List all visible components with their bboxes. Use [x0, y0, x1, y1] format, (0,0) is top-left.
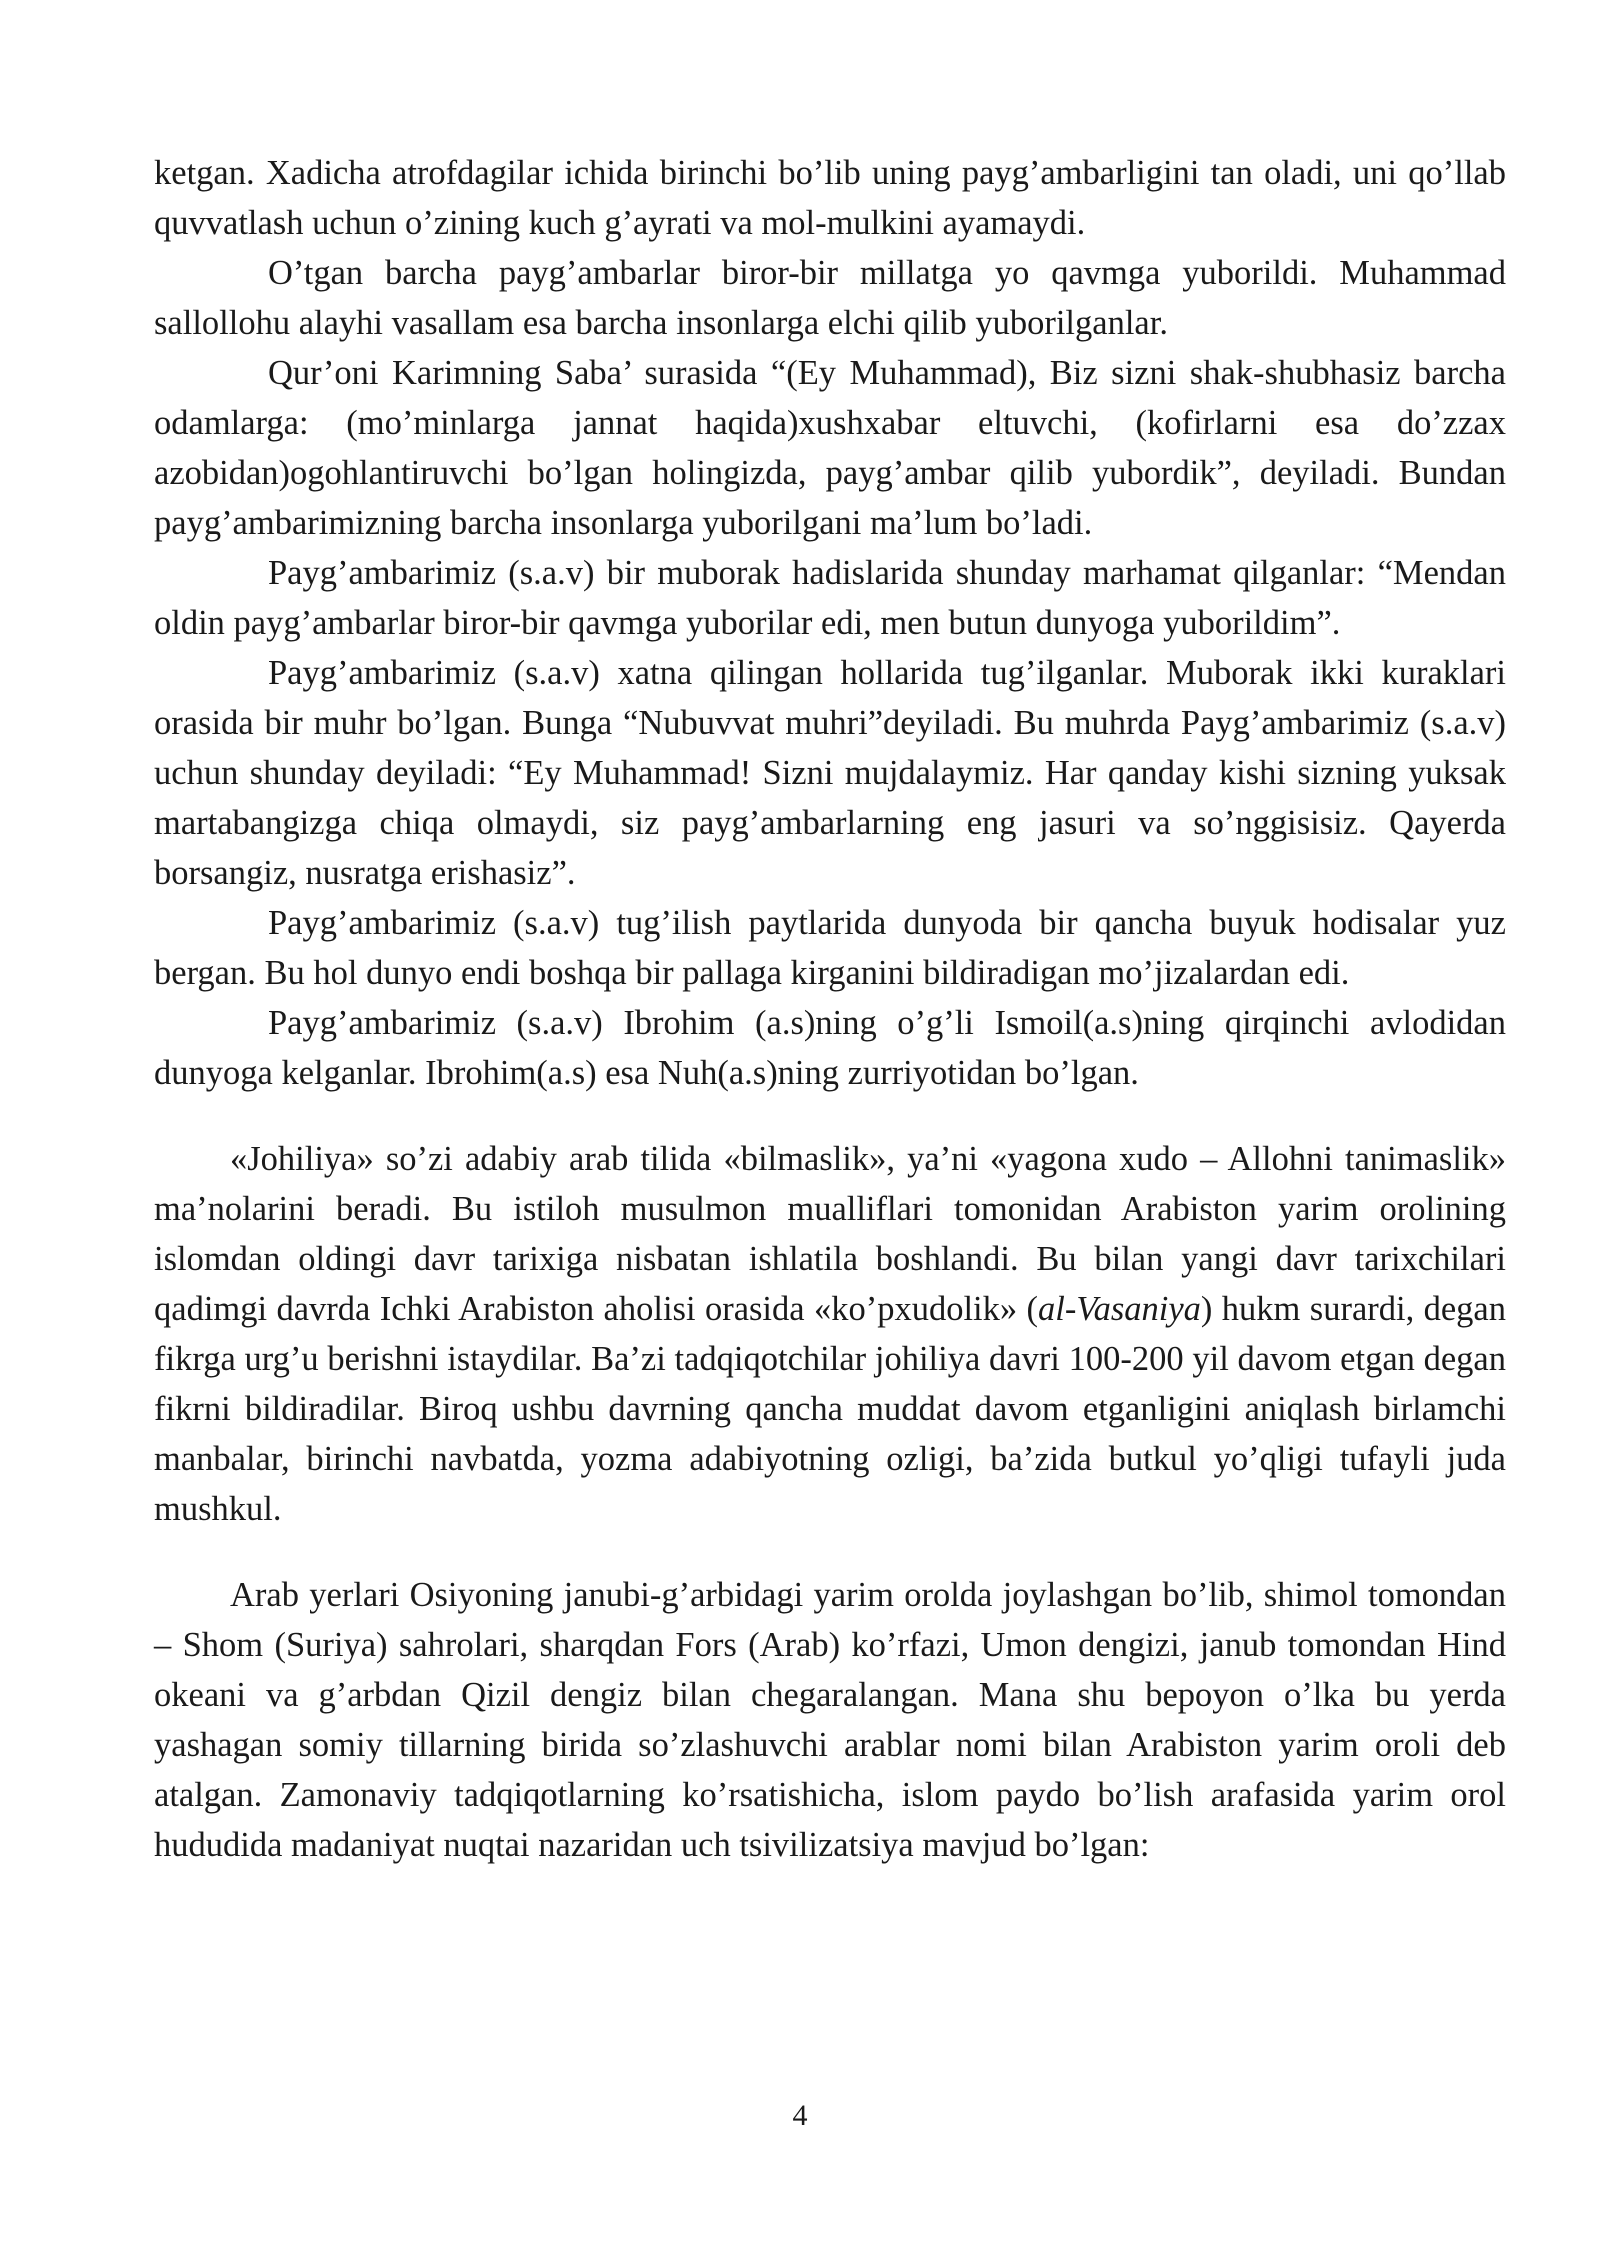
- paragraph-johiliya: [154, 1134, 1506, 1534]
- paragraph-5: Payg’ambarimiz (s.a.v) xatna qilingan hollarida tug’ilganlar. Muborak ikki kuraklari orasida bir muhr bo’lgan. Bunga “Nubuvvat muhri”deyiladi. Bu muhrda Payg’ambarimiz (s.a.v) uchun shunday deyiladi: “Ey Muhammad! Sizni mujdalaymiz. Har qanday kishi sizning yuksak martabangizga chiqa olmaydi, siz payg’ambarlarning eng jasuri va so’nggisisiz. Qayerda borsangiz, nusratga erishasiz”.: [154, 654, 1506, 892]
- paragraph-2: O’tgan barcha payg’ambarlar biror-bir millatga yo qavmga yuborildi. Muhammad sallollohu alayhi vasallam esa barcha insonlarga elchi qilib yuborilganlar.: [154, 254, 1506, 342]
- paragraph-4: Payg’ambarimiz (s.a.v) bir muborak hadislarida shunday marhamat qilganlar: “Mendan oldin payg’ambarlar biror-bir qavmga yuborilar edi, men butun dunyoga yuborildim”.: [154, 554, 1506, 642]
- paragraph-1: ketgan. Xadicha atrofdagilar ichida birinchi bo’lib uning payg’ambarligini tan oladi, uni qo’llab quvvatlash uchun o’zining kuch g’ayrati va mol-mulkini ayamaydi.: [154, 154, 1506, 242]
- johiliya-text-before: «Johiliya» so’zi adabiy arab tilida «bilmaslik», ya’ni «yagona xudo – Allohni tanimaslik» ma’nolarini beradi. Bu istiloh musulmon mualliflari tomonidan Arabiston yarim orolining islomdan oldingi davr tarixiga nisbatan ishlatila boshlandi. Bu bilan yangi davr tarixchilari qadimgi davrda Ichki Arabiston aholisi orasida «ko’pxudolik» (: [154, 1140, 1506, 1328]
- page-number: 4: [792, 2099, 808, 2132]
- paragraph-7: Payg’ambarimiz (s.a.v) Ibrohim (a.s)ning o’g’li Ismoil(a.s)ning qirqinchi avlodidan dunyoga kelganlar. Ibrohim(a.s) esa Nuh(a.s)ning zurriyotidan bo’lgan.: [154, 1004, 1506, 1092]
- paragraph-6: Payg’ambarimiz (s.a.v) tug’ilish paytlarida dunyoda bir qancha buyuk hodisalar yuz bergan. Bu hol dunyo endi boshqa bir pallaga kirganini bildiradigan mo’jizalardan edi.: [154, 904, 1506, 992]
- document-page: [154, 148, 1506, 1870]
- paragraph-arab-yerlari: Arab yerlari Osiyoning janubi-g’arbidagi yarim orolda joylashgan bo’lib, shimol tomondan – Shom (Suriya) sahrolari, sharqdan Fors (Arab) ko’rfazi, Umon dengizi, janub tomondan Hind okeani va g’arbdan Qizil dengiz bilan chegaralangan. Mana shu bepoyon o’lka bu yerda yashagan somiy tillarning birida so’zlashuvchi arablar nomi bilan Arabiston yarim oroli deb atalgan. Zamonaviy tadqiqotlarning ko’rsatishicha, islom paydo bo’lish arafasida yarim orol hududida madaniyat nuqtai nazaridan uch tsivilizatsiya mavjud bo’lgan:: [154, 1576, 1506, 1864]
- johiliya-italic-term: al-Vasaniya: [1038, 1290, 1201, 1328]
- paragraph-3: Qur’oni Karimning Saba’ surasida “(Ey Muhammad), Biz sizni shak-shubhasiz barcha odamlarga: (mo’minlarga jannat haqida)xushxabar eltuvchi, (kofirlarni esa do’zzax azobidan)ogohlantiruvchi bo’lgan holingizda, payg’ambar qilib yubordik”, deyiladi. Bundan payg’ambarimizning barcha insonlarga yuborilgani ma’lum bo’ladi.: [154, 354, 1506, 542]
- johiliya-text-after: ) hukm surardi, degan fikrga urg’u berishni istaydilar. Ba’zi tadqiqotchilar johiliya davri 100-200 yil davom etgan degan fikrni bildiradilar. Biroq ushbu davrning qancha muddat davom etganligini aniqlash birlamchi manbalar, birinchi navbatda, yozma adabiyotning ozligi, ba’zida butkul yo’qligi tufayli juda mushkul.: [154, 1290, 1506, 1528]
